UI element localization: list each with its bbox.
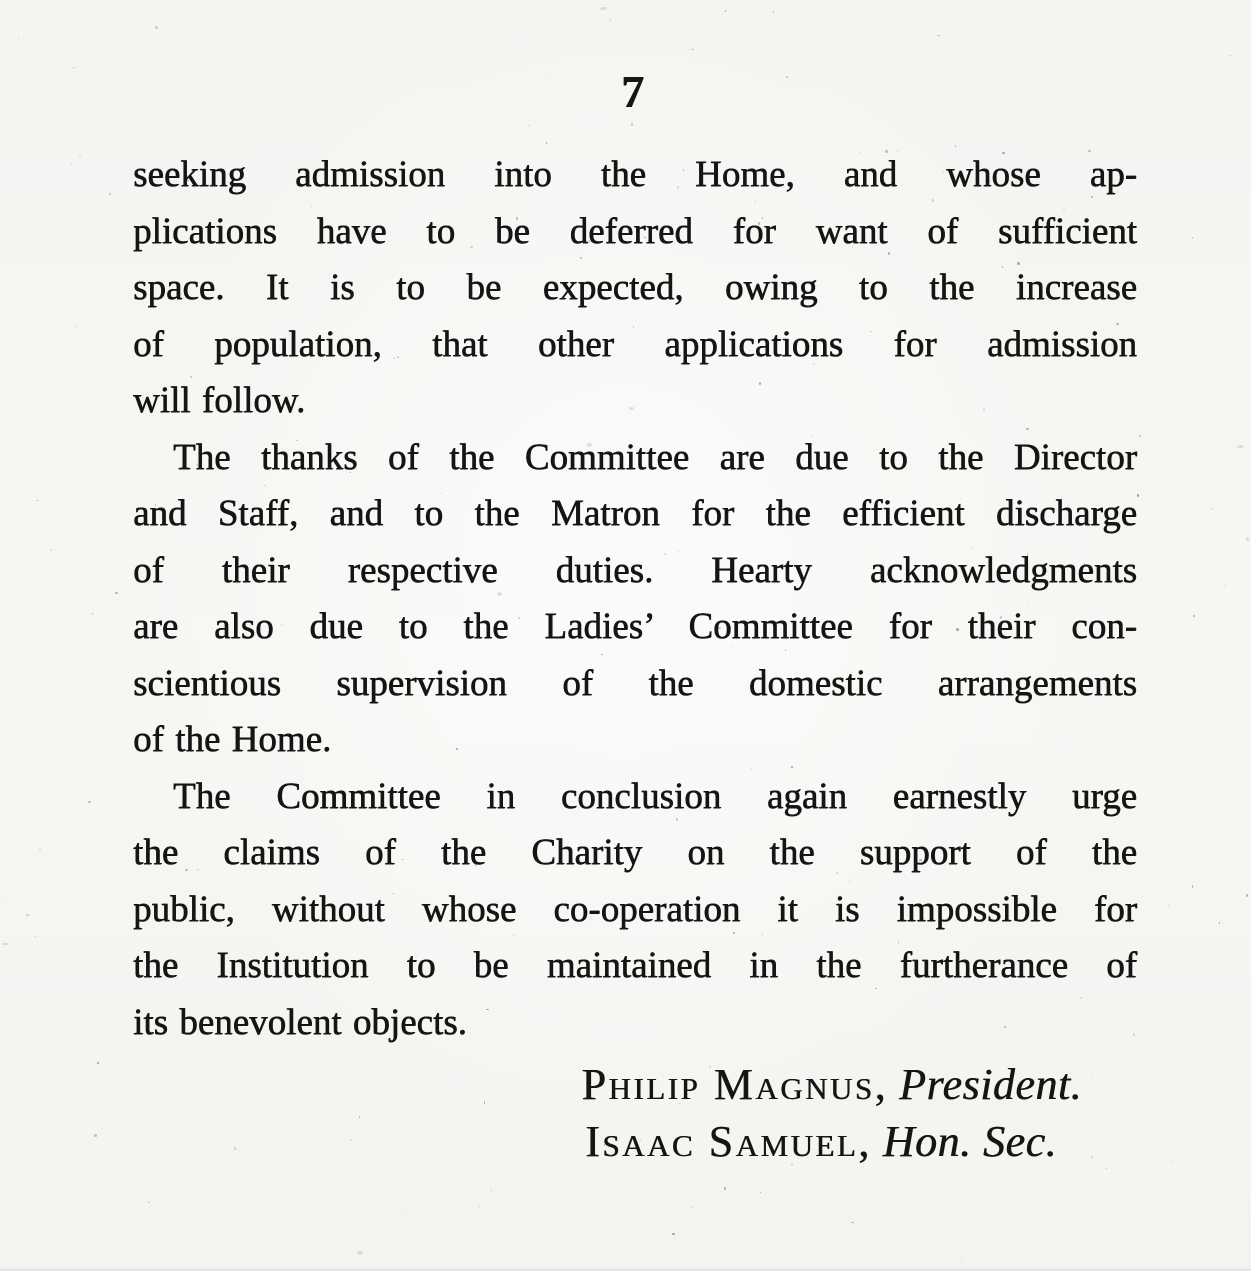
text-line: The thanks of the Committee are due to the Director [173, 436, 1137, 478]
text-line: public, without whose co-operation it is impossible for [133, 888, 1137, 930]
text-line: and Staff, and to the Matron for the efficient discharge [133, 493, 1137, 534]
text-line: space. It is to be expected, owing to the increase [133, 267, 1137, 308]
signature-block [133, 1056, 1137, 1170]
text-line: The Committee in conclusion again earnestly urge [173, 775, 1137, 817]
signatory-name: Isaac Samuel, [585, 1117, 872, 1166]
signature-line-hon-sec [133, 1113, 1137, 1170]
text-line: will follow. [133, 380, 306, 421]
text-line: its benevolent objects. [133, 1001, 467, 1043]
text-line: the claims of the Charity on the support of the [133, 832, 1137, 873]
text-line: of the Home. [133, 719, 332, 760]
page-number: 7 [621, 66, 644, 117]
signatory-name: Philip Magnus, [581, 1060, 888, 1109]
signatory-title: Hon. Sec. [882, 1117, 1057, 1166]
text-line: seeking admission into the Home, and whose ap- [133, 154, 1137, 195]
text-line: are also due to the Ladies’ Committee for their con- [133, 606, 1137, 647]
text-line: plications have to be deferred for want of sufficient [133, 210, 1137, 252]
text-line: the Institution to be maintained in the furtherance of [133, 945, 1137, 986]
body-text [133, 147, 1137, 1051]
text-line: of their respective duties. Hearty acknowledgments [133, 549, 1137, 591]
text-line: scientious supervision of the domestic arrangements [133, 662, 1137, 704]
signature-line-president [133, 1056, 1137, 1113]
scan-edge-shadow [0, 1267, 1251, 1271]
text-line: of population, that other applications for admission [133, 323, 1137, 365]
signatory-title: President. [899, 1060, 1082, 1109]
